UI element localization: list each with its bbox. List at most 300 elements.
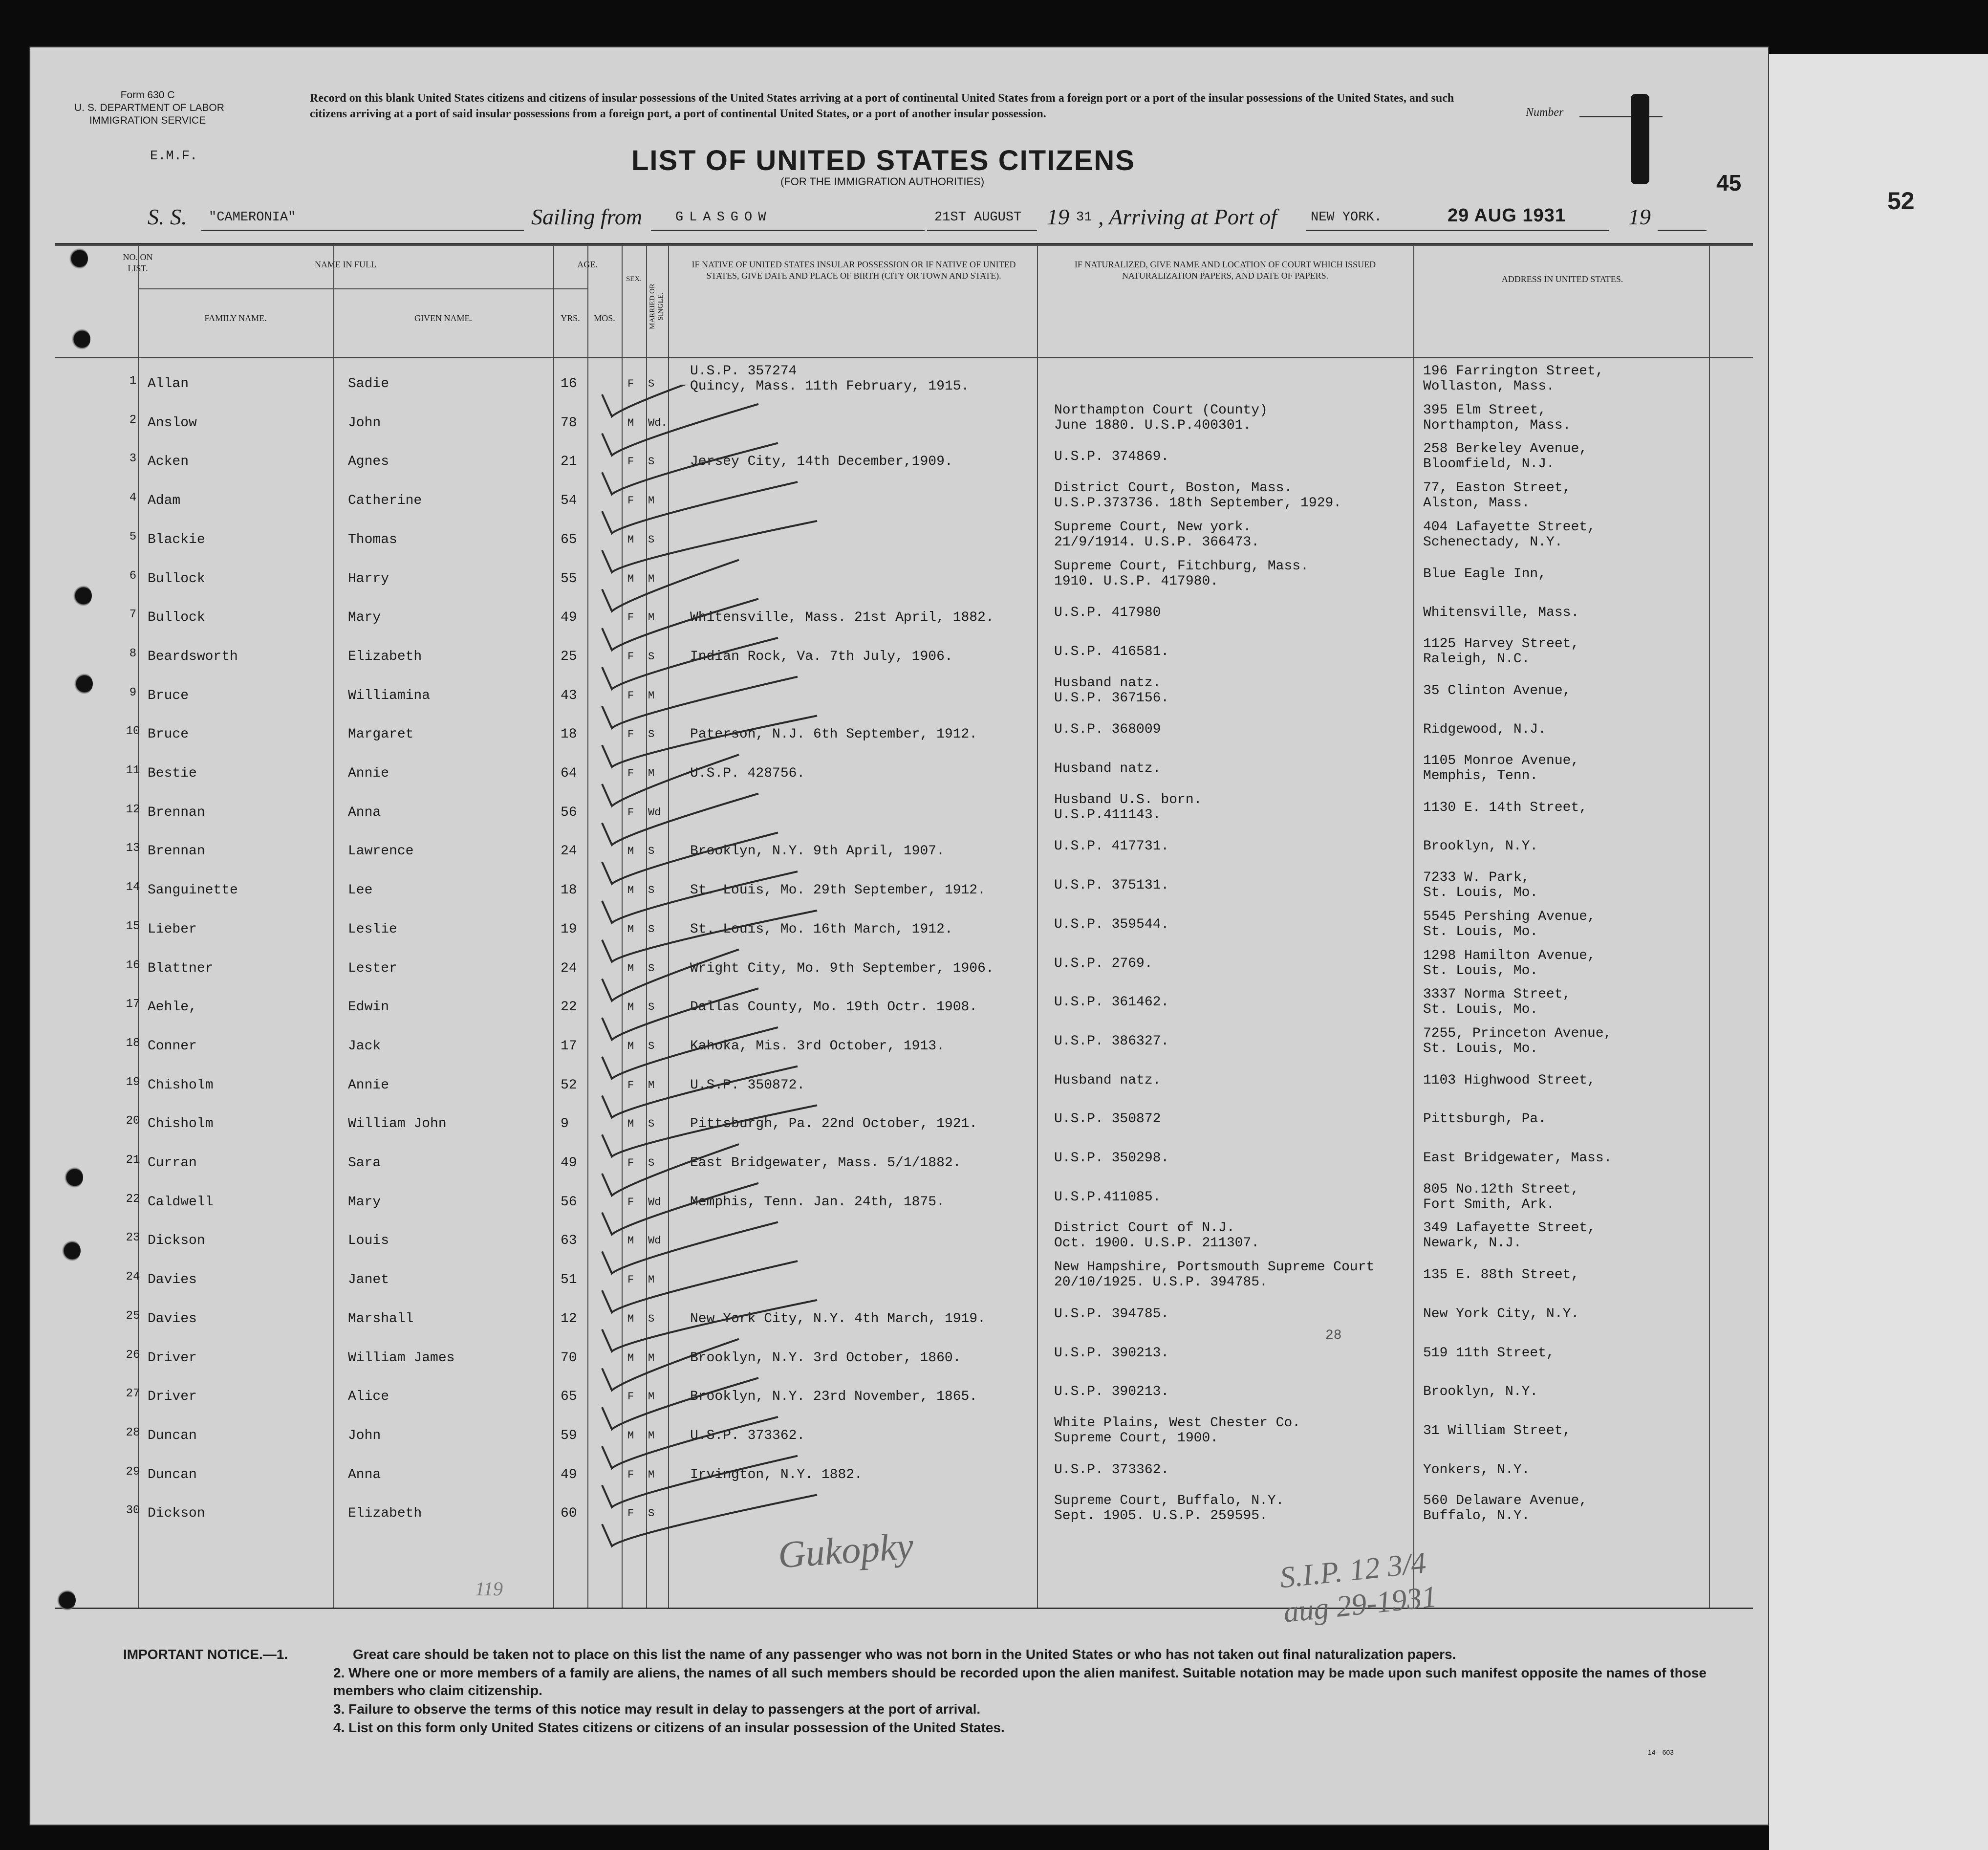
passenger-row bbox=[55, 753, 1753, 794]
marital-status: S bbox=[648, 456, 655, 468]
row-number: 22 bbox=[126, 1192, 140, 1206]
header-months: MOS. bbox=[594, 313, 615, 323]
age-years: 49 bbox=[561, 610, 577, 626]
manifest-sheet bbox=[29, 46, 1769, 1826]
us-address-line: St. Louis, Mo. bbox=[1423, 1041, 1538, 1056]
age-years: 43 bbox=[561, 688, 577, 703]
us-address-line: St. Louis, Mo. bbox=[1423, 885, 1538, 901]
binder-hole bbox=[72, 328, 90, 350]
us-address-line: 5545 Pershing Avenue, bbox=[1423, 909, 1596, 924]
age-years: 22 bbox=[561, 1000, 577, 1015]
naturalization-info-line: U.S.P. 361462. bbox=[1054, 995, 1169, 1010]
family-name: Bullock bbox=[148, 571, 205, 587]
row-number: 23 bbox=[126, 1231, 140, 1245]
sex: M bbox=[627, 1118, 634, 1131]
us-address bbox=[1423, 520, 1596, 550]
naturalization-info-line: U.S.P. 373362. bbox=[1054, 1462, 1169, 1478]
adjacent-page-number: 52 bbox=[1887, 187, 1915, 215]
row-number: 11 bbox=[126, 764, 140, 777]
row-number: 20 bbox=[126, 1114, 140, 1128]
naturalization-info-line: U.S.P.411143. bbox=[1054, 807, 1161, 823]
sex: M bbox=[627, 572, 634, 585]
given-name: William James bbox=[348, 1350, 455, 1366]
form-identifier bbox=[74, 89, 224, 127]
page-number: 45 bbox=[1716, 170, 1742, 196]
sex: M bbox=[627, 1040, 634, 1052]
sex: M bbox=[627, 416, 634, 429]
naturalization-info-line: Husband natz. bbox=[1054, 761, 1161, 776]
sex: M bbox=[627, 533, 634, 546]
us-address bbox=[1423, 1306, 1579, 1322]
us-address bbox=[1423, 1423, 1571, 1438]
us-address-line: Schenectady, N.Y. bbox=[1423, 534, 1563, 550]
row-number: 28 bbox=[126, 1426, 140, 1439]
birth-info-line: Brooklyn, N.Y. 3rd October, 1860. bbox=[690, 1350, 961, 1366]
age-years: 24 bbox=[561, 844, 577, 859]
marital-status: S bbox=[648, 533, 655, 546]
us-address-line: St. Louis, Mo. bbox=[1423, 1002, 1538, 1018]
marital-status: M bbox=[648, 1351, 655, 1364]
us-address-line: 404 Lafayette Street, bbox=[1423, 519, 1596, 535]
us-address bbox=[1423, 870, 1538, 900]
header-address: ADDRESS IN UNITED STATES. bbox=[1501, 274, 1623, 284]
us-address-line: 519 11th Street, bbox=[1423, 1345, 1555, 1361]
birth-info-line: Irvington, N.Y. 1882. bbox=[690, 1467, 863, 1482]
sex: F bbox=[627, 495, 634, 507]
given-name: Mary bbox=[348, 610, 381, 626]
family-name: Dickson bbox=[148, 1506, 205, 1522]
given-name: Mary bbox=[348, 1194, 381, 1210]
naturalization-info bbox=[1054, 878, 1169, 893]
passenger-row bbox=[55, 1107, 1753, 1145]
year-tail: 19 bbox=[1628, 204, 1651, 229]
us-address-line: 1298 Hamilton Avenue, bbox=[1423, 948, 1596, 963]
family-name: Dickson bbox=[148, 1233, 205, 1249]
sex: M bbox=[627, 884, 634, 897]
date-note: aug 29-1931 bbox=[1281, 1580, 1439, 1630]
passenger-row bbox=[55, 1220, 1753, 1262]
naturalization-info-line: U.S.P. 374869. bbox=[1054, 449, 1169, 465]
given-name: Marshall bbox=[348, 1311, 414, 1327]
age-years: 56 bbox=[561, 805, 577, 820]
marital-status: S bbox=[648, 1001, 655, 1014]
us-address-line: 1103 Highwood Street, bbox=[1423, 1072, 1596, 1088]
us-address-line: Yonkers, N.Y. bbox=[1423, 1462, 1530, 1478]
us-address bbox=[1423, 403, 1571, 433]
given-name: Elizabeth bbox=[348, 1506, 422, 1522]
given-name: Elizabeth bbox=[348, 649, 422, 664]
given-name: John bbox=[348, 415, 381, 431]
age-years: 51 bbox=[561, 1272, 577, 1288]
passenger-row bbox=[55, 364, 1753, 405]
age-years: 17 bbox=[561, 1038, 577, 1054]
sex: M bbox=[627, 1001, 634, 1014]
sex: F bbox=[627, 1196, 634, 1208]
given-name: Annie bbox=[348, 1077, 389, 1093]
naturalization-info-line: U.S.P.373736. 18th September, 1929. bbox=[1054, 496, 1342, 511]
us-address bbox=[1423, 1220, 1596, 1251]
family-name: Anslow bbox=[148, 415, 197, 431]
us-address bbox=[1423, 364, 1604, 394]
naturalization-info-line: Supreme Court, Fitchburg, Mass. bbox=[1054, 558, 1309, 574]
family-name: Caldwell bbox=[148, 1194, 214, 1210]
naturalization-info bbox=[1054, 1384, 1169, 1399]
header-age: AGE. bbox=[577, 260, 598, 269]
birth-info-line: Quincy, Mass. 11th February, 1915. bbox=[690, 379, 970, 394]
arrival-date-stamp: 29 AUG 1931 bbox=[1448, 205, 1566, 226]
marital-status: S bbox=[648, 1157, 655, 1169]
age-years: 63 bbox=[561, 1233, 577, 1249]
us-address-line: 395 Elm Street, bbox=[1423, 402, 1547, 418]
given-name: Harry bbox=[348, 571, 389, 587]
row-number: 15 bbox=[126, 919, 140, 933]
us-address-line: Bloomfield, N.J. bbox=[1423, 457, 1555, 472]
birth-info-line: Pittsburgh, Pa. 22nd October, 1921. bbox=[690, 1116, 978, 1132]
marital-status: M bbox=[648, 689, 655, 702]
year-line bbox=[1658, 230, 1707, 231]
birth-info bbox=[690, 727, 977, 742]
naturalization-info-line: June 1880. U.S.P.400301. bbox=[1054, 417, 1252, 433]
given-name: William John bbox=[348, 1116, 447, 1132]
given-name: Leslie bbox=[348, 921, 397, 937]
naturalization-info-line: U.S.P. 359544. bbox=[1054, 916, 1169, 932]
marital-status: S bbox=[648, 923, 655, 936]
row-number: 14 bbox=[126, 881, 140, 894]
naturalization-info bbox=[1054, 520, 1259, 550]
birth-info-line: Dallas County, Mo. 19th Octr. 1908. bbox=[690, 1000, 978, 1015]
row-number: 9 bbox=[129, 686, 137, 699]
binder-hole bbox=[73, 585, 92, 607]
naturalization-info-line: U.S.P. 350872 bbox=[1054, 1111, 1161, 1127]
family-name: Blattner bbox=[148, 960, 214, 976]
notice-item-4: 4. List on this form only United States citizens or citizens of an insular possession of the United States. bbox=[333, 1720, 1005, 1735]
row-number: 4 bbox=[129, 491, 137, 505]
family-name: Davies bbox=[148, 1272, 197, 1288]
passenger-row bbox=[55, 600, 1753, 638]
row-number: 18 bbox=[126, 1036, 140, 1050]
given-name: Janet bbox=[348, 1272, 389, 1288]
given-name: Louis bbox=[348, 1233, 389, 1249]
birth-info-line: St. Louis, Mo. 29th September, 1912. bbox=[690, 883, 986, 898]
sex: F bbox=[627, 1507, 634, 1520]
naturalization-info bbox=[1054, 480, 1341, 511]
naturalization-info bbox=[1054, 1111, 1161, 1127]
passenger-row bbox=[55, 402, 1753, 444]
naturalization-info-line: U.S.P. 394785. bbox=[1054, 1306, 1169, 1322]
birth-info bbox=[690, 454, 953, 469]
naturalization-info-line: U.S.P.411085. bbox=[1054, 1189, 1161, 1205]
passenger-row bbox=[55, 834, 1753, 872]
birth-info bbox=[690, 649, 953, 664]
age-years: 60 bbox=[561, 1506, 577, 1522]
birth-info bbox=[690, 1350, 961, 1366]
binder-hole bbox=[69, 248, 88, 269]
family-name: Acken bbox=[148, 454, 189, 470]
passenger-row bbox=[55, 792, 1753, 833]
given-name: Williamina bbox=[348, 688, 431, 703]
us-address bbox=[1423, 566, 1546, 582]
sex: M bbox=[627, 1312, 634, 1325]
age-years: 21 bbox=[561, 454, 577, 470]
family-name: Duncan bbox=[148, 1467, 197, 1482]
notice-item-3: 3. Failure to observe the terms of this notice may result in delay to passengers at the port of arrival. bbox=[333, 1701, 981, 1717]
header-birth-info: IF NATIVE OF UNITED STATES INSULAR POSSESSION OR IF NATIVE OF UNITED STATES, GIVE DATE AND PLACE OF BIRTH (CITY OR TOWN AND STATE). bbox=[691, 260, 1016, 281]
us-address-line: Buffalo, N.Y. bbox=[1423, 1508, 1530, 1524]
family-name: Driver bbox=[148, 1389, 197, 1405]
us-address-line: Newark, N.J. bbox=[1423, 1236, 1522, 1251]
given-name: John bbox=[348, 1428, 381, 1443]
passenger-row bbox=[55, 1181, 1753, 1223]
record-instructions: Record on this blank United States citizens and citizens of insular possessions of the United States arriving at a port of continental United States from a foreign port or a port of the insular possessions of the United States, and such citizens arriving at a port of said insular possessions from a foreign port, a port of continental United States, or a port of another insular possession. bbox=[310, 92, 1454, 120]
marital-status: S bbox=[648, 884, 655, 897]
naturalization-info-line: U.S.P. 386327. bbox=[1054, 1033, 1169, 1049]
us-address bbox=[1423, 441, 1587, 472]
margin-note-28: 28 bbox=[1325, 1328, 1342, 1343]
birth-info bbox=[690, 1155, 961, 1171]
us-address-line: 1105 Monroe Avenue, bbox=[1423, 753, 1579, 768]
marital-status: Wd. bbox=[648, 416, 668, 429]
family-name: Beardsworth bbox=[148, 649, 238, 664]
us-address-line: Alston, Mass. bbox=[1423, 496, 1530, 511]
document-subtitle: (FOR THE IMMIGRATION AUTHORITIES) bbox=[780, 175, 985, 188]
sailing-date: 21ST AUGUST bbox=[934, 210, 1022, 225]
family-name: Driver bbox=[148, 1350, 197, 1366]
given-name: Margaret bbox=[348, 727, 414, 742]
sex: M bbox=[627, 1235, 634, 1247]
marital-status: S bbox=[648, 650, 655, 663]
naturalization-info bbox=[1054, 722, 1161, 737]
us-address-line: 349 Lafayette Street, bbox=[1423, 1220, 1596, 1236]
naturalization-info-line: U.S.P. 350298. bbox=[1054, 1151, 1169, 1166]
us-address-line: 196 Farrington Street, bbox=[1423, 364, 1604, 379]
age-years: 25 bbox=[561, 649, 577, 664]
passenger-row bbox=[55, 1262, 1753, 1301]
notice-item-1: Great care should be taken not to place on this list the name of any passenger who was not born in the United States or who has not taken out final naturalization papers. bbox=[353, 1647, 1456, 1662]
age-years: 54 bbox=[561, 493, 577, 509]
age-years: 65 bbox=[561, 1389, 577, 1405]
marital-status: M bbox=[648, 1429, 655, 1442]
passenger-row bbox=[55, 1146, 1753, 1184]
naturalization-info-line: U.S.P. 390213. bbox=[1054, 1384, 1169, 1400]
marital-status: S bbox=[648, 1040, 655, 1052]
age-years: 9 bbox=[561, 1116, 569, 1132]
marital-status: S bbox=[648, 1312, 655, 1325]
naturalization-info-line: Husband U.S. born. bbox=[1054, 792, 1202, 807]
age-years: 24 bbox=[561, 960, 577, 976]
row-number: 24 bbox=[126, 1270, 140, 1284]
row-number: 5 bbox=[129, 530, 137, 544]
given-name: Lee bbox=[348, 883, 373, 898]
us-address bbox=[1423, 1267, 1579, 1283]
given-name: Annie bbox=[348, 766, 389, 781]
family-name: Bruce bbox=[148, 727, 189, 742]
naturalization-info-line: U.S.P. 368009 bbox=[1054, 722, 1161, 738]
naturalization-info-line: Supreme Court, New york. bbox=[1054, 519, 1252, 535]
sex: M bbox=[627, 845, 634, 858]
given-name: Alice bbox=[348, 1389, 389, 1405]
header-family-name: FAMILY NAME. bbox=[204, 313, 267, 323]
us-address bbox=[1423, 1026, 1612, 1056]
row-number: 8 bbox=[129, 647, 137, 660]
naturalization-info-line: White Plains, West Chester Co. bbox=[1054, 1415, 1301, 1431]
naturalization-info bbox=[1054, 675, 1169, 706]
sex: F bbox=[627, 806, 634, 819]
naturalization-info-line: Sept. 1905. U.S.P. 259595. bbox=[1054, 1508, 1268, 1524]
sex: F bbox=[627, 456, 634, 468]
passenger-row bbox=[55, 1302, 1753, 1340]
naturalization-info bbox=[1054, 1462, 1169, 1478]
binder-hole bbox=[62, 1240, 81, 1262]
header-name-in-full: NAME IN FULL bbox=[315, 260, 376, 269]
birth-info-line: New York City, N.Y. 4th March, 1919. bbox=[690, 1311, 986, 1327]
naturalization-info bbox=[1054, 605, 1161, 620]
handwritten-number-mark bbox=[1631, 94, 1649, 184]
passenger-row bbox=[55, 636, 1753, 677]
arrival-port: NEW YORK. bbox=[1311, 210, 1382, 225]
us-address-line: 7255, Princeton Avenue, bbox=[1423, 1025, 1612, 1041]
given-name: Thomas bbox=[348, 532, 397, 547]
marital-status: Wd bbox=[648, 1196, 661, 1208]
naturalization-info-line: 21/9/1914. U.S.P. 366473. bbox=[1054, 534, 1260, 550]
family-name: Chisholm bbox=[148, 1077, 214, 1093]
passenger-row bbox=[55, 948, 1753, 989]
birth-info bbox=[690, 1000, 977, 1015]
naturalization-info bbox=[1054, 1346, 1169, 1361]
passenger-row bbox=[55, 1379, 1753, 1417]
age-years: 64 bbox=[561, 766, 577, 781]
row-number: 29 bbox=[126, 1465, 140, 1479]
passenger-row bbox=[55, 480, 1753, 522]
us-address bbox=[1423, 800, 1587, 815]
us-address bbox=[1423, 1493, 1587, 1524]
us-address-line: New York City, N.Y. bbox=[1423, 1306, 1579, 1322]
naturalization-info bbox=[1054, 917, 1169, 932]
sex: F bbox=[627, 1274, 634, 1286]
passenger-row bbox=[55, 1025, 1753, 1067]
sex: F bbox=[627, 1391, 634, 1403]
us-address-line: 77, Easton Street, bbox=[1423, 480, 1571, 496]
naturalization-info-line: District Court of N.J. bbox=[1054, 1220, 1235, 1236]
sex: F bbox=[627, 1468, 634, 1481]
marital-status: M bbox=[648, 1391, 655, 1403]
row-number: 1 bbox=[129, 374, 137, 388]
naturalization-info-line: U.S.P. 416581. bbox=[1054, 644, 1169, 659]
birth-info-line: Kahoka, Mis. 3rd October, 1913. bbox=[690, 1038, 945, 1054]
family-name: Chisholm bbox=[148, 1116, 214, 1132]
row-number: 6 bbox=[129, 569, 137, 583]
us-address bbox=[1423, 1384, 1538, 1399]
birth-info bbox=[690, 766, 805, 781]
given-name: Sadie bbox=[348, 376, 389, 392]
us-address-line: 35 Clinton Avenue, bbox=[1423, 683, 1571, 698]
us-address bbox=[1423, 948, 1596, 979]
age-years: 49 bbox=[561, 1467, 577, 1482]
us-address-line: 805 No.12th Street, bbox=[1423, 1181, 1579, 1197]
port-line bbox=[1306, 230, 1609, 231]
marital-status: S bbox=[648, 378, 655, 390]
us-address-line: 7233 W. Park, bbox=[1423, 870, 1530, 886]
family-name: Bullock bbox=[148, 610, 205, 626]
given-name: Anna bbox=[348, 1467, 381, 1482]
age-years: 70 bbox=[561, 1350, 577, 1366]
passenger-row bbox=[55, 1341, 1753, 1379]
naturalization-info bbox=[1054, 761, 1161, 776]
naturalization-info bbox=[1054, 1073, 1161, 1088]
passenger-row bbox=[55, 558, 1753, 600]
age-years: 19 bbox=[561, 921, 577, 937]
signature-note: S.I.P. 12 3/4 bbox=[1278, 1546, 1428, 1595]
birth-info bbox=[690, 1311, 986, 1327]
passenger-row bbox=[55, 870, 1753, 911]
birth-info bbox=[690, 1195, 945, 1210]
header-naturalization-info: IF NATURALIZED, GIVE NAME AND LOCATION OF COURT WHICH ISSUED NATURALIZATION PAPERS, AND DATE OF PAPERS. bbox=[1074, 260, 1376, 281]
sailing-line bbox=[148, 201, 1711, 240]
row-number: 19 bbox=[126, 1075, 140, 1089]
us-address-line: Fort Smith, Ark. bbox=[1423, 1197, 1555, 1212]
birth-info bbox=[690, 1428, 805, 1443]
sex: F bbox=[627, 611, 634, 624]
us-address bbox=[1423, 1073, 1596, 1088]
binder-hole bbox=[57, 1589, 76, 1611]
row-number: 17 bbox=[126, 998, 140, 1011]
row-number: 3 bbox=[129, 452, 137, 466]
marital-status: M bbox=[648, 1274, 655, 1286]
marital-status: M bbox=[648, 1468, 655, 1481]
naturalization-info bbox=[1054, 1415, 1300, 1446]
naturalization-info-line: Supreme Court, Buffalo, N.Y. bbox=[1054, 1493, 1284, 1509]
family-name: Conner bbox=[148, 1038, 197, 1054]
us-address bbox=[1423, 753, 1579, 784]
birth-info-line: Paterson, N.J. 6th September, 1912. bbox=[690, 727, 978, 742]
ship-name: "CAMERONIA" bbox=[209, 210, 296, 225]
marital-status: S bbox=[648, 1118, 655, 1131]
family-name: Adam bbox=[148, 493, 181, 509]
family-name: Blackie bbox=[148, 532, 205, 547]
sex: M bbox=[627, 923, 634, 936]
us-address bbox=[1423, 1111, 1546, 1127]
naturalization-info bbox=[1054, 1260, 1374, 1290]
form-number: Form 630 C bbox=[120, 89, 175, 101]
passenger-row bbox=[55, 909, 1753, 950]
birth-info bbox=[690, 364, 969, 394]
us-address bbox=[1423, 480, 1571, 511]
us-address-line: 1125 Harvey Street, bbox=[1423, 636, 1579, 652]
birth-info bbox=[690, 844, 945, 859]
sex: F bbox=[627, 689, 634, 702]
birth-info bbox=[690, 1116, 977, 1132]
naturalization-info-line: U.S.P. 390213. bbox=[1054, 1345, 1169, 1361]
row-number: 10 bbox=[126, 725, 140, 739]
passenger-row bbox=[55, 717, 1753, 755]
us-address-line: Northampton, Mass. bbox=[1423, 417, 1571, 433]
naturalization-info-line: Supreme Court, 1900. bbox=[1054, 1430, 1219, 1446]
passenger-row bbox=[55, 987, 1753, 1028]
ss-label: S. S. bbox=[148, 204, 187, 229]
age-years: 59 bbox=[561, 1428, 577, 1443]
us-address-line: Wollaston, Mass. bbox=[1423, 379, 1555, 394]
marital-status: S bbox=[648, 728, 655, 741]
us-address bbox=[1423, 636, 1579, 667]
sex: F bbox=[627, 1079, 634, 1091]
marital-status: Wd bbox=[648, 1235, 661, 1247]
us-address-line: 560 Delaware Avenue, bbox=[1423, 1493, 1588, 1509]
naturalization-info bbox=[1054, 1151, 1169, 1166]
birth-info-line: Brooklyn, N.Y. 9th April, 1907. bbox=[690, 844, 945, 859]
naturalization-info bbox=[1054, 403, 1268, 433]
naturalization-info bbox=[1054, 644, 1169, 659]
us-address bbox=[1423, 909, 1596, 939]
us-address-line: East Bridgewater, Mass. bbox=[1423, 1151, 1612, 1166]
